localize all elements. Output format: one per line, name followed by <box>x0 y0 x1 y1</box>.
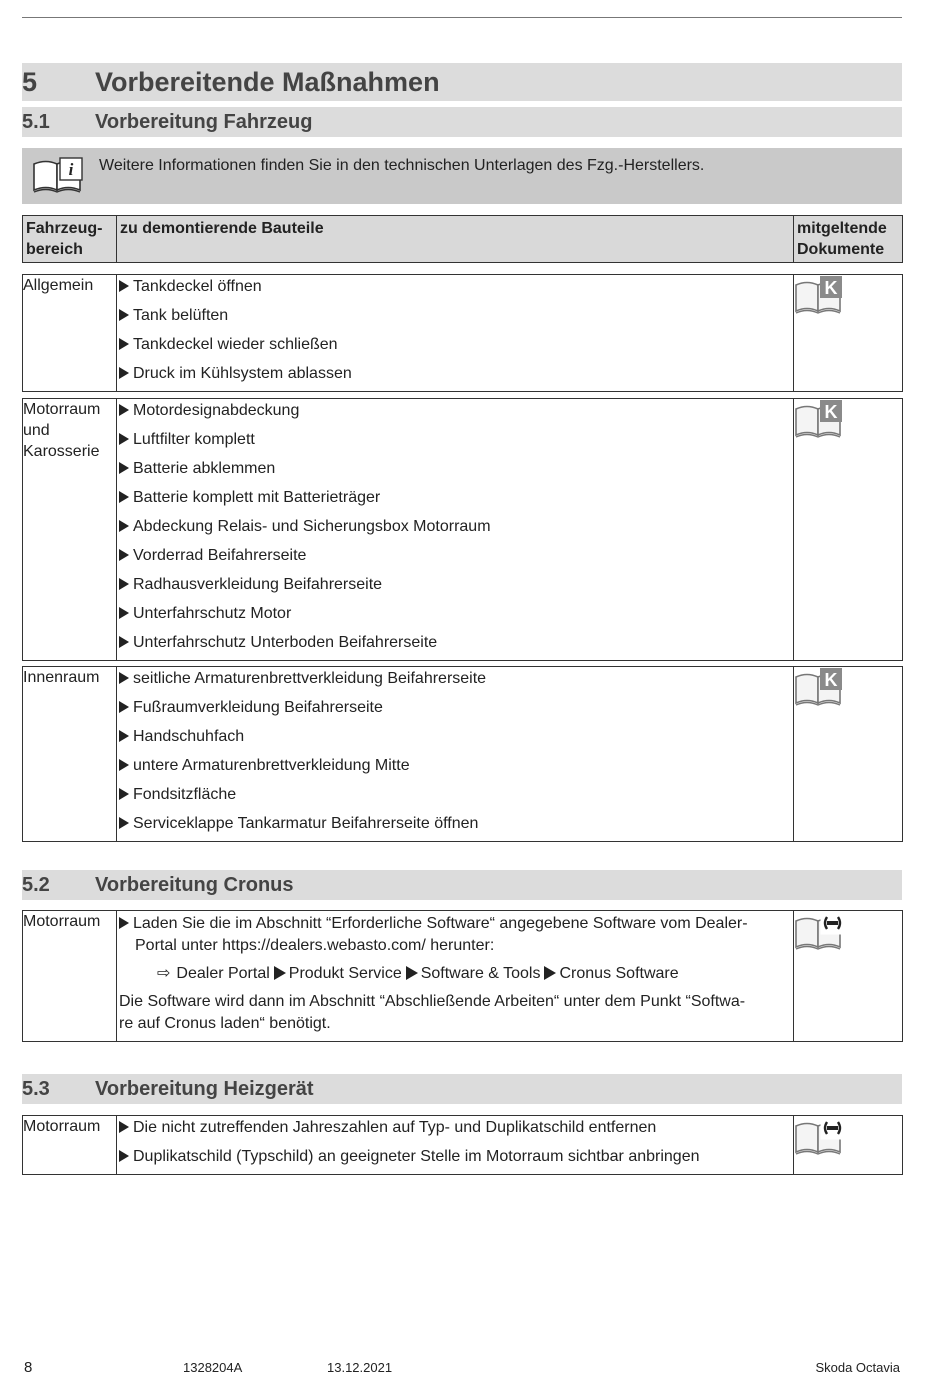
parts-cell <box>117 1116 794 1175</box>
bullet-triangle-icon <box>119 1150 129 1162</box>
instruction-paragraph: Laden Sie die im Abschnitt “Erforderliche Software“ angegebene Software vom Dealer- Portal unter https://dealers.webasto.com/ herunter: <box>117 911 793 959</box>
area-cell <box>23 275 117 392</box>
area-label-line: und <box>23 422 50 439</box>
list-item: Tank belüften <box>117 304 793 333</box>
section-heading-5-2 <box>22 870 902 900</box>
area-label: Motorraum <box>23 913 101 930</box>
section-heading-5 <box>22 63 902 101</box>
vehicle-name: Skoda Octavia <box>815 1360 900 1375</box>
list-item: Vorderrad Beifahrerseite <box>117 544 793 573</box>
section-heading-5-1 <box>22 107 902 137</box>
bullet-triangle-icon <box>119 1121 129 1133</box>
group-table-allgemein <box>22 274 903 392</box>
section-number: 5.3 <box>22 1078 50 1100</box>
bullet-triangle-icon <box>119 491 129 503</box>
area-label-line: Motorraum <box>23 401 101 418</box>
area-label-line: Karosserie <box>23 443 100 460</box>
list-item: Unterfahrschutz Motor <box>117 602 793 631</box>
bullet-triangle-icon <box>119 701 129 713</box>
document-cell <box>794 667 903 842</box>
bullet-triangle-icon <box>119 607 129 619</box>
book-k-icon <box>794 670 846 713</box>
document-cell <box>794 911 903 1042</box>
group-table-innenraum <box>22 666 903 842</box>
list-item: Batterie abklemmen <box>117 457 793 486</box>
bullet-triangle-icon <box>119 462 129 474</box>
book-heater-icon <box>794 940 848 957</box>
parts-cell <box>117 911 794 1042</box>
list-item: Fußraumverkleidung Beifahrerseite <box>117 696 793 725</box>
list-item: Radhausverkleidung Beifahrerseite <box>117 573 793 602</box>
list-item: Serviceklappe Tankarmatur Beifahrerseite öffnen <box>117 812 793 841</box>
parts-cell <box>117 399 794 661</box>
header-line: zu demontierende Bauteile <box>120 220 324 237</box>
area-label: Motorraum <box>23 1118 101 1135</box>
column-header-parts <box>117 216 794 263</box>
info-book-icon <box>32 156 84 201</box>
book-k-icon <box>794 278 846 321</box>
list-item: Luftfilter komplett <box>117 428 793 457</box>
info-note <box>22 148 902 204</box>
section-number: 5.2 <box>22 874 50 896</box>
section-number: 5 <box>22 67 38 97</box>
arrow-right-outline-icon: ⇨ <box>157 965 171 982</box>
area-cell <box>23 911 117 1042</box>
note-paragraph: Die Software wird dann im Abschnitt “Abschließende Arbeiten“ unter dem Punkt “Softwa- re auf Cronus laden“ benötigt. <box>119 993 746 1032</box>
list-item: Die nicht zutreffenden Jahreszahlen auf Typ- und Duplikatschild entfernen <box>117 1116 793 1145</box>
area-label: Innenraum <box>23 669 100 686</box>
path-step: Cronus Software <box>559 965 679 982</box>
book-heater-icon <box>794 1145 848 1162</box>
info-text: Weitere Informationen finden Sie in den technischen Unterlagen des Fzg.-Herstellers. <box>99 157 705 174</box>
section-title: Vorbereitung Cronus <box>95 874 294 896</box>
area-cell <box>23 667 117 842</box>
bullet-triangle-icon <box>119 788 129 800</box>
svg-text:K: K <box>824 278 838 298</box>
list-item: Motordesignabdeckung <box>117 399 793 428</box>
document-date: 13.12.2021 <box>327 1360 393 1375</box>
table-header <box>22 215 903 263</box>
group-table-cronus <box>22 910 903 1042</box>
document-cell <box>794 1116 903 1175</box>
bullet-triangle-icon <box>119 549 129 561</box>
area-label: Allgemein <box>23 277 94 294</box>
column-header-area <box>23 216 117 263</box>
group-table-motorraum-karosserie <box>22 398 903 661</box>
bullet-triangle-icon <box>119 759 129 771</box>
section-number: 5.1 <box>22 111 50 133</box>
list-item: Unterfahrschutz Unterboden Beifahrerseite <box>117 631 793 660</box>
header-line: mitgeltende <box>797 220 887 237</box>
bullet-triangle-icon <box>119 433 129 445</box>
list-item: Batterie komplett mit Batterieträger <box>117 486 793 515</box>
bullet-triangle-icon <box>119 672 129 684</box>
book-k-icon <box>794 402 846 445</box>
header-line: Fahrzeug- <box>26 220 103 237</box>
path-step: Produkt Service <box>288 965 402 982</box>
page-number: 8 <box>24 1359 33 1376</box>
list-item: Abdeckung Relais- und Sicherungsbox Motorraum <box>117 515 793 544</box>
list-item: untere Armaturenbrettverkleidung Mitte <box>117 754 793 783</box>
bullet-triangle-icon <box>119 817 129 829</box>
document-number: 1328204A <box>183 1360 243 1375</box>
bullet-triangle-icon <box>119 730 129 742</box>
bullet-triangle-icon <box>119 338 129 350</box>
list-item: Tankdeckel öffnen <box>117 275 793 304</box>
list-item: Tankdeckel wieder schließen <box>117 333 793 362</box>
column-header-documents <box>794 216 903 263</box>
navigation-path <box>117 959 793 989</box>
list-item: seitliche Armaturenbrettverkleidung Beifahrerseite <box>117 667 793 696</box>
bullet-triangle-icon <box>119 520 129 532</box>
section-heading-5-3 <box>22 1074 902 1104</box>
svg-text:i: i <box>68 160 74 179</box>
bullet-triangle-icon <box>119 636 129 648</box>
area-cell <box>23 399 117 661</box>
section-title: Vorbereitung Fahrzeug <box>95 111 313 133</box>
list-item: Fondsitzfläche <box>117 783 793 812</box>
list-item: Druck im Kühlsystem ablassen <box>117 362 793 391</box>
section-title: Vorbereitende Maßnahmen <box>95 67 440 97</box>
path-separator-icon <box>406 966 418 980</box>
parts-cell <box>117 275 794 392</box>
svg-text:K: K <box>824 670 838 690</box>
list-item: Duplikatschild (Typschild) an geeigneter Stelle im Motorraum sichtbar anbringen <box>117 1145 793 1174</box>
path-separator-icon <box>544 966 556 980</box>
bullet-triangle-icon <box>119 280 129 292</box>
parts-cell <box>117 667 794 842</box>
list-item: Handschuhfach <box>117 725 793 754</box>
bullet-triangle-icon <box>119 917 129 929</box>
path-separator-icon <box>274 966 286 980</box>
section-title: Vorbereitung Heizgerät <box>95 1078 314 1100</box>
path-step: Dealer Portal <box>176 965 270 982</box>
header-line: bereich <box>26 241 83 258</box>
header-line: Dokumente <box>797 241 885 258</box>
bullet-triangle-icon <box>119 367 129 379</box>
svg-text:K: K <box>824 402 838 422</box>
document-cell <box>794 275 903 392</box>
group-table-heizgeraet <box>22 1115 903 1175</box>
bullet-triangle-icon <box>119 309 129 321</box>
area-cell <box>23 1116 117 1175</box>
top-rule <box>22 17 902 18</box>
bullet-triangle-icon <box>119 404 129 416</box>
bullet-triangle-icon <box>119 578 129 590</box>
document-cell <box>794 399 903 661</box>
path-step: Software & Tools <box>420 965 541 982</box>
